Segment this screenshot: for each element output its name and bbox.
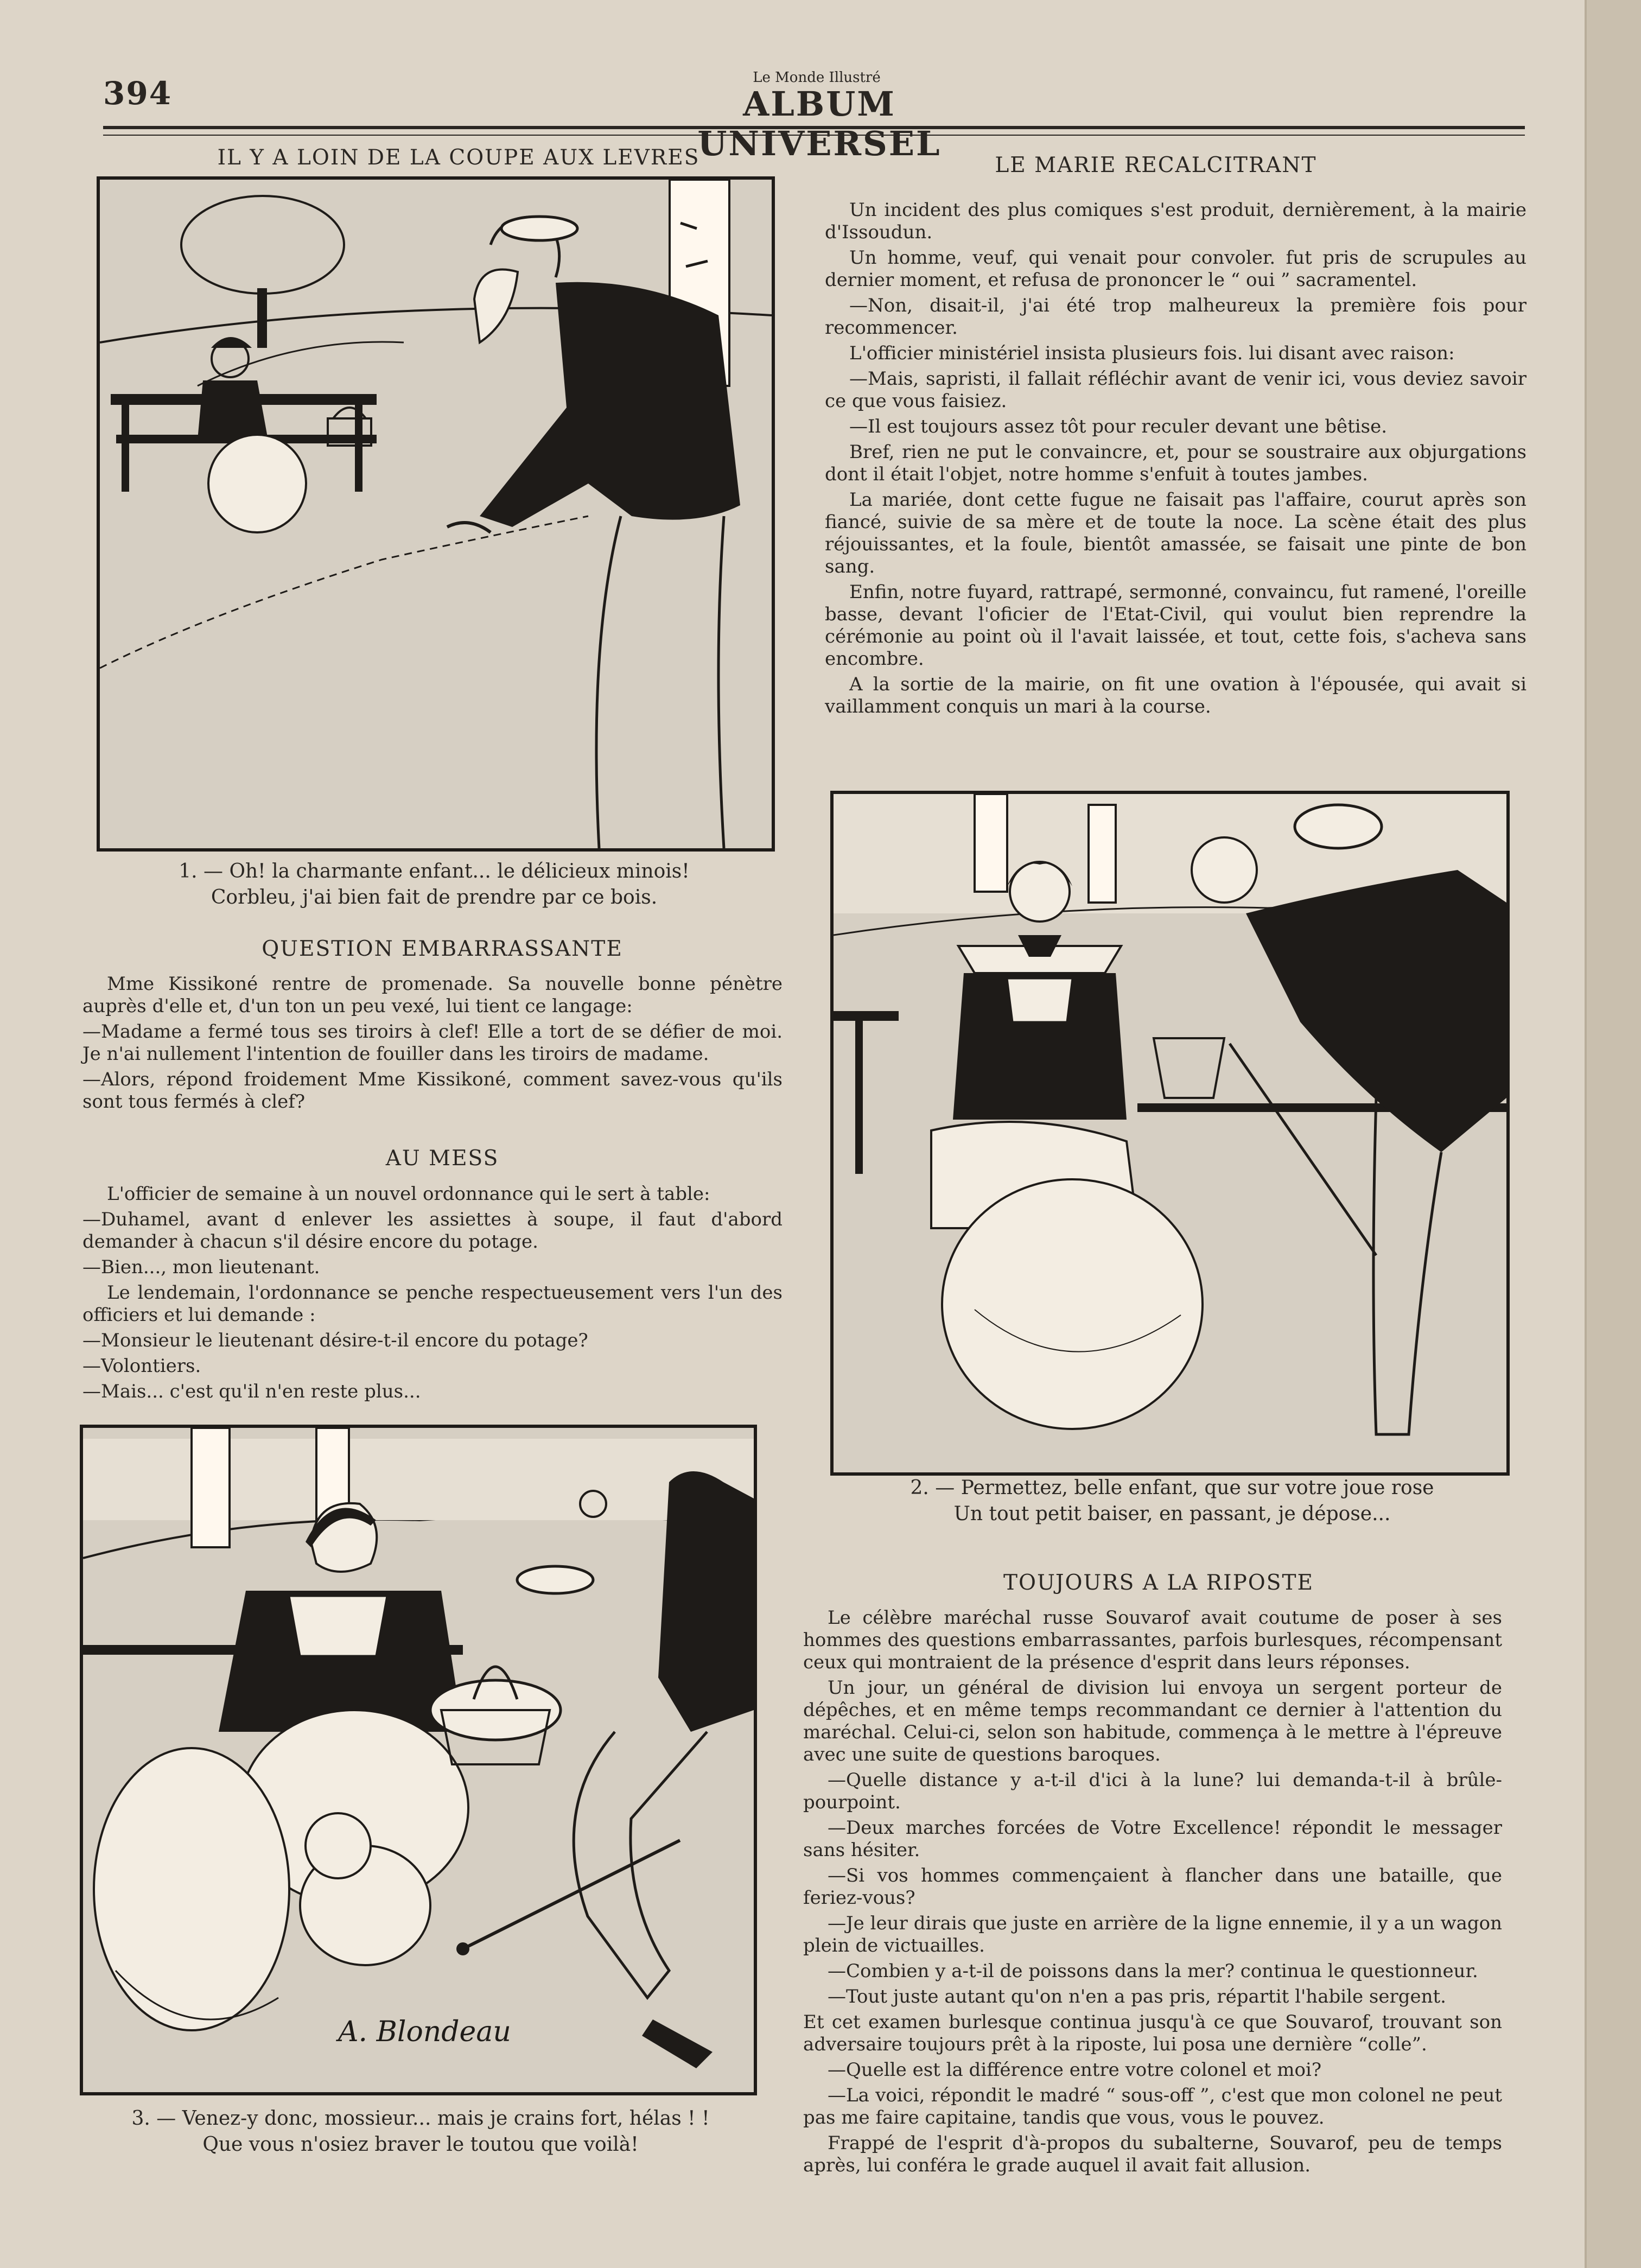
riposte-paragraph: —Deux marches forcées de Votre Excellence! répondit le messager sans hésiter.: [803, 1817, 1502, 1861]
marie-title: LE MARIE RECALCITRANT: [995, 153, 1317, 177]
mess-paragraph: —Mais... c'est qu'il n'en reste plus...: [82, 1381, 421, 1402]
marie-paragraph: —Il est toujours assez tôt pour reculer devant une bêtise.: [849, 416, 1388, 437]
riposte-paragraph: Frappé de l'esprit d'à-propos du subalterne, Souvarof, peu de temps après, lui conféra le grade auquel il avait fait allusion.: [803, 2132, 1502, 2176]
mess-paragraph: —Duhamel, avant d enlever les assiettes à soupe, il faut d'abord demander à chacun s'il désire encore du potage.: [82, 1209, 783, 1253]
page-edge: [1585, 0, 1641, 2268]
riposte-paragraph: Le célèbre maréchal russe Souvarof avait coutume de poser à ses hommes des questions embarrassantes, parfois burlesques, récompensant ceux qui montraient de la présence d'esprit dans leurs réponses.: [803, 1607, 1502, 1673]
cartoon1-caption: [109, 859, 760, 911]
question-paragraph: Mme Kissikoné rentre de promenade. Sa nouvelle bonne pénètre auprès d'elle et, d'un ton un peu vexé, lui tient ce langage:: [82, 973, 783, 1017]
mess-paragraph: L'officier de semaine à un nouvel ordonnance qui le sert à table:: [107, 1183, 710, 1205]
page-number: 394: [103, 75, 173, 112]
mess-article: [82, 1183, 783, 1406]
mess-paragraph: Le lendemain, l'ordonnance se penche respectueusement vers l'un des officiers et lui demande :: [82, 1282, 783, 1326]
mess-paragraph: —Monsieur le lieutenant désire-t-il encore du potage?: [82, 1330, 588, 1351]
masthead-kicker: Le Monde Illustré: [753, 69, 881, 86]
marie-paragraph: Un incident des plus comiques s'est produit, dernièrement, à la mairie d'Issoudun.: [825, 199, 1526, 243]
riposte-paragraph: —Quelle est la différence entre votre colonel et moi?: [828, 2059, 1322, 2081]
cartoon1-caption-line1: 1. — Oh! la charmante enfant... le délicieux minois!: [179, 860, 690, 882]
cartoon2-caption-line1: 2. — Permettez, belle enfant, que sur votre joue rose: [910, 1477, 1434, 1499]
marie-paragraph: Bref, rien ne put le convaincre, et, pour se soustraire aux objurgations dont il était l'objet, notre homme s'enfuit à toutes jambes.: [825, 441, 1526, 485]
cartoon3-illustration: [80, 1425, 757, 2095]
riposte-paragraph: —Tout juste autant qu'on n'en a pas pris, répartit l'habile sergent.: [828, 1986, 1446, 2007]
header-rule-thin: [103, 135, 1525, 136]
marie-paragraph: L'officier ministériel insista plusieurs fois. lui disant avec raison:: [849, 342, 1455, 364]
riposte-paragraph: —La voici, répondit le madré “ sous-off ”, c'est que mon colonel ne peut pas me faire capitaine, tandis que vous, vous le pouvez.: [803, 2085, 1502, 2129]
riposte-paragraph: —Si vos hommes commençaient à flancher dans une bataille, que feriez-vous?: [803, 1865, 1502, 1909]
masthead-title: ALBUM UNIVERSEL: [697, 84, 942, 163]
mess-paragraph: —Volontiers.: [82, 1355, 201, 1377]
riposte-paragraph: Et cet examen burlesque continua jusqu'à ce que Souvarof, trouvant son adversaire toujours prêt à la riposte, lui posa une dernière “colle”.: [803, 2011, 1502, 2055]
marie-paragraph: Enfin, notre fuyard, rattrapé, sermonné, convaincu, fut ramené, l'oreille basse, devant l'oficier de l'Etat-Civil, qui voulut bien reprendre la cérémonie au point où il l'avait laissée, et tout, cette fois, s'acheva sans encombre.: [825, 581, 1526, 670]
cartoon2-caption: [847, 1475, 1498, 1527]
cartoon3-caption-line2: Que vous n'osiez braver le toutou que voilà!: [202, 2133, 639, 2156]
marie-paragraph: La mariée, dont cette fugue ne faisait pas l'affaire, courut après son fiancé, suivie de sa mère et de toute la noce. La scène était des plus réjouissantes, et la foule, bientôt amassée, se faisait une pinte de bon sang.: [825, 489, 1526, 577]
cartoon3-caption-line1: 3. — Venez-y donc, mossieur... mais je crains fort, hélas ! !: [131, 2107, 710, 2130]
riposte-paragraph: —Je leur dirais que juste en arrière de la ligne ennemie, il y a un wagon plein de victuailles.: [803, 1913, 1502, 1956]
cartoon2-illustration: [830, 791, 1510, 1476]
mess-title: AU MESS: [385, 1146, 499, 1171]
cartoon3-caption: [87, 2106, 754, 2158]
riposte-article: [803, 1607, 1502, 2180]
cartoon3-signature: A. Blondeau: [338, 2016, 511, 2048]
marie-paragraph: Un homme, veuf, qui venait pour convoler. fut pris de scrupules au dernier moment, et refusa de prononcer le “ oui ” sacramentel.: [825, 247, 1526, 291]
marie-article: [825, 199, 1526, 721]
header-rule-thick: [103, 126, 1525, 129]
riposte-paragraph: —Combien y a-t-il de poissons dans la mer? continua le questionneur.: [828, 1960, 1478, 1982]
cartoon1-illustration: [97, 176, 775, 852]
mess-paragraph: —Bien..., mon lieutenant.: [82, 1256, 320, 1278]
question-article: [82, 973, 783, 1116]
riposte-paragraph: Un jour, un général de division lui envoya un sergent porteur de dépêches, et en même temps recommandant ce dernier à l'attention du maréchal. Celui-ci, selon son habitude, commença à le mettre à l'épreuve avec une suite de questions baroques.: [803, 1677, 1502, 1765]
question-paragraph: —Alors, répond froidement Mme Kissikoné, comment savez-vous qu'ils sont tous fermés à clef?: [82, 1069, 783, 1113]
cartoon1-title: IL Y A LOIN DE LA COUPE AUX LEVRES: [217, 145, 700, 170]
question-title: QUESTION EMBARRASSANTE: [262, 937, 623, 961]
cartoon1-caption-line2: Corbleu, j'ai bien fait de prendre par ce bois.: [211, 886, 658, 909]
question-paragraph: —Madame a fermé tous ses tiroirs à clef! Elle a tort de se défier de moi. Je n'ai nullement l'intention de fouiller dans les tiroirs de madame.: [82, 1021, 783, 1065]
marie-paragraph: A la sortie de la mairie, on fit une ovation à l'épousée, qui avait si vaillamment conquis un mari à la course.: [825, 674, 1526, 717]
marie-paragraph: —Mais, sapristi, il fallait réfléchir avant de venir ici, vous deviez savoir ce que vous faisiez.: [825, 368, 1526, 412]
riposte-title: TOUJOURS A LA RIPOSTE: [1003, 1571, 1314, 1595]
riposte-paragraph: —Quelle distance y a-t-il d'ici à la lune? lui demanda-t-il à brûle-pourpoint.: [803, 1769, 1502, 1813]
marie-paragraph: —Non, disait-il, j'ai été trop malheureux la première fois pour recommencer.: [825, 295, 1526, 339]
cartoon2-caption-line2: Un tout petit baiser, en passant, je dépose...: [953, 1503, 1391, 1525]
